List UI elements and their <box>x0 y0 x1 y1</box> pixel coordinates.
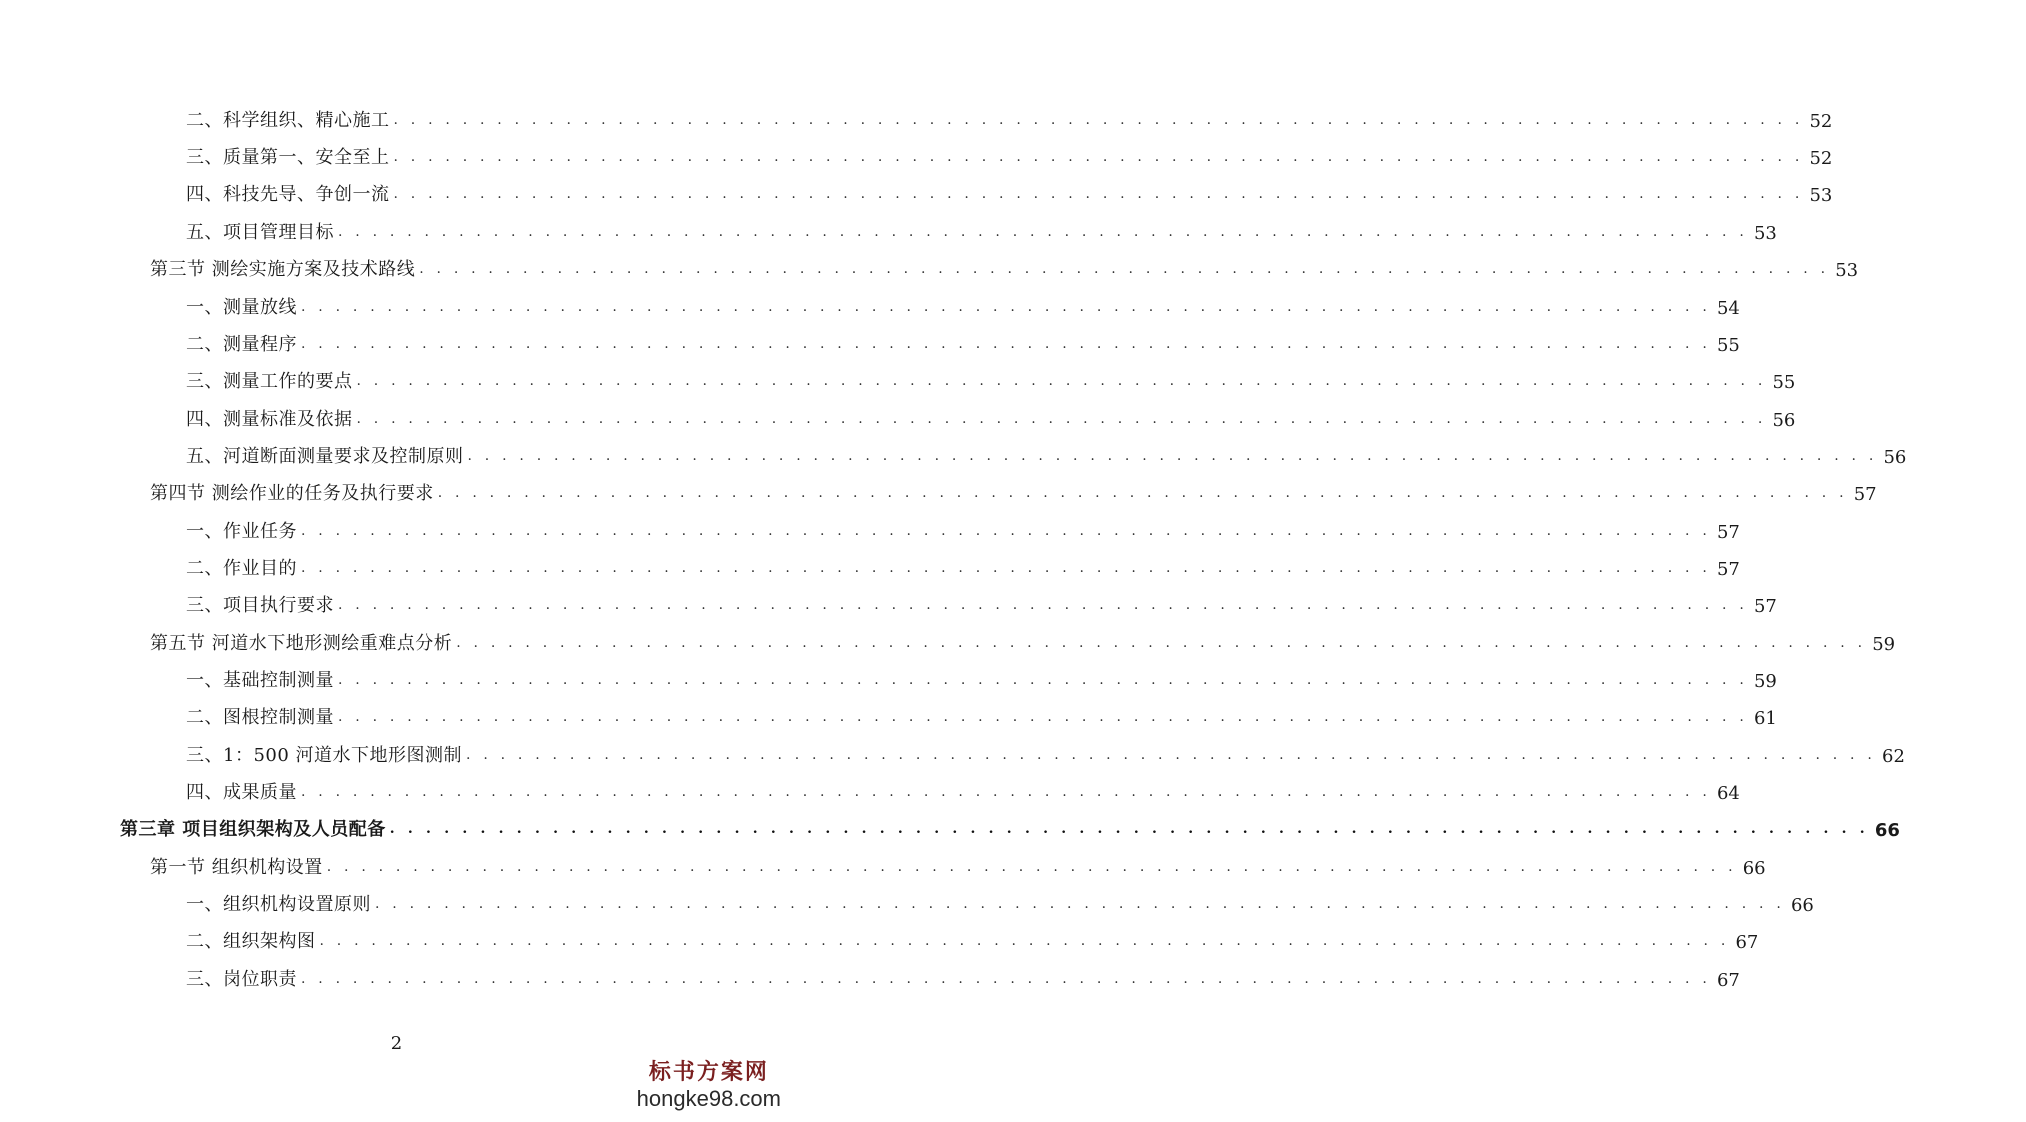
toc-leader-dots <box>338 597 1748 613</box>
toc-leader-dots <box>390 821 1869 837</box>
toc-leader-dots <box>338 224 1748 240</box>
toc-entry-label: 第四节 测绘作业的任务及执行要求 <box>150 483 434 504</box>
toc-entry[interactable] <box>0 739 1905 769</box>
toc-entry-page: 57 <box>1853 484 1877 505</box>
toc-entry-page: 67 <box>1716 970 1740 991</box>
toc-entry[interactable] <box>0 589 1777 619</box>
watermark-url: hongke98.com <box>636 1086 781 1111</box>
toc-entry-label: 一、基础控制测量 <box>186 670 334 691</box>
toc-entry-page: 67 <box>1735 932 1759 953</box>
toc-entry-label: 四、成果质量 <box>186 782 297 803</box>
toc-entry-label: 五、河道断面测量要求及控制原则 <box>186 446 464 467</box>
toc-entry-label: 二、组织架构图 <box>186 931 316 952</box>
toc-leader-dots <box>338 709 1748 725</box>
toc-entry-label: 二、作业目的 <box>186 558 297 579</box>
toc-entry-label: 第五节 河道水下地形测绘重难点分析 <box>150 633 453 654</box>
toc-leader-dots <box>375 896 1785 912</box>
toc-entry[interactable] <box>0 365 1796 395</box>
toc-entry-page: 66 <box>1790 895 1814 916</box>
toc-entry-label: 三、项目执行要求 <box>186 595 334 616</box>
toc-entry-label: 第三章 项目组织架构及人员配备 <box>120 819 386 840</box>
toc-leader-dots <box>301 971 1711 987</box>
toc-entry-page: 64 <box>1716 783 1740 804</box>
toc-entry[interactable] <box>0 515 1740 545</box>
toc-entry-page: 52 <box>1809 111 1833 132</box>
toc-entry-page: 55 <box>1772 372 1796 393</box>
toc-entry[interactable] <box>0 178 1833 208</box>
toc-entry-label: 三、岗位职责 <box>186 969 297 990</box>
toc-entry-label: 五、项目管理目标 <box>186 222 334 243</box>
toc-leader-dots <box>466 747 1876 763</box>
toc-entry-page: 53 <box>1809 185 1833 206</box>
toc-entry-page: 57 <box>1716 559 1740 580</box>
toc-entry-page: 52 <box>1809 148 1833 169</box>
toc-entry-page: 62 <box>1882 746 1905 767</box>
toc-entry-label: 二、图根控制测量 <box>186 707 334 728</box>
toc-entry-page: 66 <box>1874 820 1900 841</box>
toc-leader-dots <box>301 523 1711 539</box>
toc-chapter-entry[interactable] <box>0 813 1900 843</box>
toc-entry[interactable] <box>0 776 1740 806</box>
toc-leader-dots <box>320 933 1730 949</box>
toc-entry-label: 一、作业任务 <box>186 521 297 542</box>
toc-leader-dots <box>338 672 1748 688</box>
toc-entry-label: 二、科学组织、精心施工 <box>186 110 390 131</box>
toc-entry-page: 57 <box>1716 522 1740 543</box>
toc-entry[interactable] <box>0 403 1796 433</box>
toc-entry[interactable] <box>0 328 1740 358</box>
toc-entry[interactable] <box>0 440 1907 470</box>
toc-leader-dots <box>394 112 1804 128</box>
toc-entry[interactable] <box>0 552 1740 582</box>
toc-entry-label: 一、组织机构设置原则 <box>186 894 371 915</box>
toc-entry-label: 三、测量工作的要点 <box>186 371 353 392</box>
page-number: 2 <box>390 1033 403 1054</box>
toc-leader-dots <box>301 784 1711 800</box>
toc-entry-label: 一、测量放线 <box>186 297 297 318</box>
toc-entry[interactable] <box>0 253 1859 283</box>
toc-entry-page: 53 <box>1753 223 1777 244</box>
toc-leader-dots <box>301 560 1711 576</box>
toc-entry-page: 54 <box>1716 298 1740 319</box>
toc-entry-label: 二、测量程序 <box>186 334 297 355</box>
toc-entry-label: 第一节 组织机构设置 <box>150 857 323 878</box>
toc-entry[interactable] <box>0 104 1833 134</box>
toc-entry[interactable] <box>0 963 1740 993</box>
toc-leader-dots <box>357 373 1767 389</box>
toc-leader-dots <box>394 186 1804 202</box>
toc-leader-dots <box>456 635 1866 651</box>
toc-entry-page: 56 <box>1883 447 1907 468</box>
toc-entry[interactable] <box>0 141 1833 171</box>
toc-entry-page: 56 <box>1772 410 1796 431</box>
toc-entry[interactable] <box>0 216 1777 246</box>
toc-entry-page: 57 <box>1753 596 1777 617</box>
toc-entry-label: 四、测量标准及依据 <box>186 409 353 430</box>
toc-entry[interactable] <box>0 291 1740 321</box>
toc-entry-page: 53 <box>1835 260 1859 281</box>
toc-entry[interactable] <box>0 664 1777 694</box>
watermark <box>637 1055 781 1112</box>
toc-entry-page: 61 <box>1753 708 1777 729</box>
toc-entry-page: 55 <box>1716 335 1740 356</box>
toc-leader-dots <box>301 299 1711 315</box>
toc-entry-label: 三、1：500 河道水下地形图测制 <box>186 745 463 766</box>
toc-entry[interactable] <box>0 851 1766 881</box>
toc-leader-dots <box>394 149 1804 165</box>
toc-entry[interactable] <box>0 477 1877 507</box>
toc-leader-dots <box>327 859 1737 875</box>
toc-entry-page: 59 <box>1753 671 1777 692</box>
toc-entry-label: 三、质量第一、安全至上 <box>186 147 390 168</box>
toc-leader-dots <box>468 448 1878 464</box>
toc-entry[interactable] <box>0 888 1814 918</box>
toc-entry[interactable] <box>0 701 1777 731</box>
toc-leader-dots <box>438 485 1848 501</box>
toc-entry[interactable] <box>0 925 1759 955</box>
toc-entry-page: 66 <box>1742 858 1766 879</box>
toc-entry-label: 第三节 测绘实施方案及技术路线 <box>150 259 416 280</box>
toc-leader-dots <box>419 261 1829 277</box>
toc-entry-page: 59 <box>1872 634 1896 655</box>
toc-leader-dots <box>357 411 1767 427</box>
toc-leader-dots <box>301 336 1711 352</box>
toc-entry[interactable] <box>0 627 1896 657</box>
toc-entry-label: 四、科技先导、争创一流 <box>186 184 390 205</box>
watermark-site-name: 标书方案网 <box>648 1060 769 1085</box>
